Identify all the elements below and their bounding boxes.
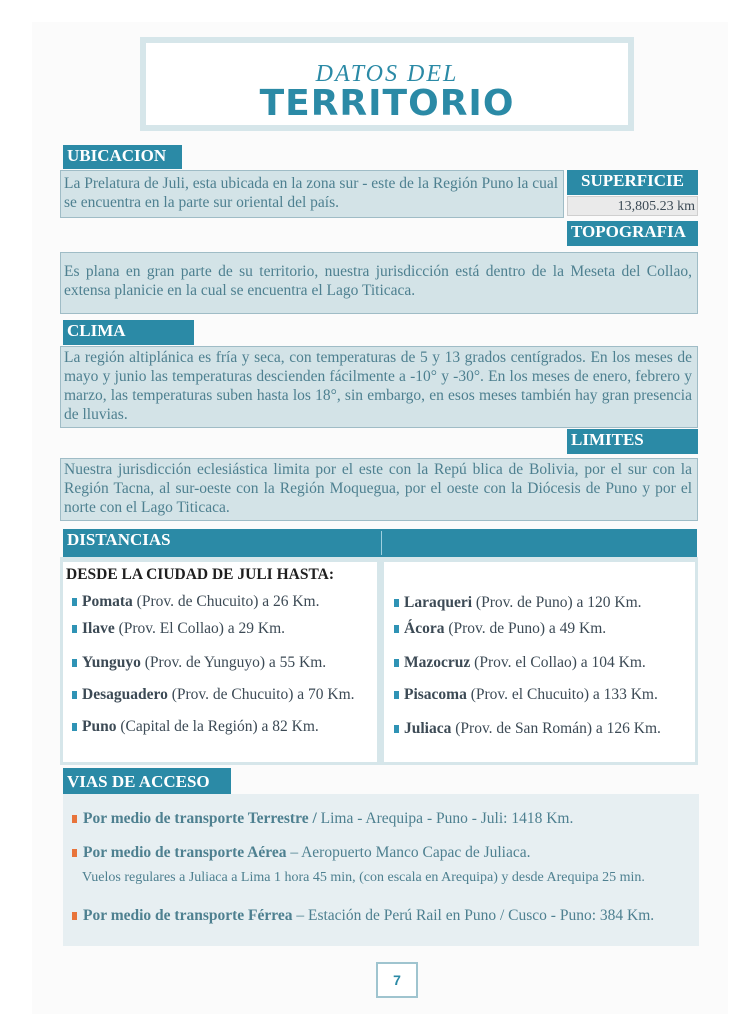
square-bullet-icon xyxy=(394,599,399,607)
clima-text: La región altiplánica es fría y seca, con temperaturas de 5 y 13 grados centígrados. En los meses de mayo y junio las temperaturas descienden fácilmente a -10° y -30°. En los meses de enero, febrero y marzo, las temperaturas suben hasta los 18°, sin embargo, en esos meses también hay gran presencia de lluvias. xyxy=(64,349,692,423)
via-ferrea: Por medio de transporte Férrea – Estación de Perú Rail en Puno / Cusco - Puno: 384 Km. xyxy=(72,906,672,925)
square-bullet-icon xyxy=(72,849,77,857)
title-box xyxy=(140,37,634,131)
topografia-text: Es plana en gran parte de su territorio, nuestra jurisdicción está dentro de la Meseta del Collao, extensa planicie en la cual se encuentra el Lago Titicaca. xyxy=(64,263,692,299)
via-aerea-vuelos: Vuelos regulares a Juliaca a Lima 1 hora 45 min, (con escala en Arequipa) y desde Arequipa 25 min. xyxy=(82,870,645,885)
superficie-value: 13,805.23 km xyxy=(617,199,695,214)
distance-item-juliaca: Juliaca (Prov. de San Román) a 126 Km. xyxy=(394,720,661,738)
square-bullet-icon xyxy=(72,691,77,699)
square-bullet-icon xyxy=(394,725,399,733)
square-bullet-icon xyxy=(72,815,77,823)
distance-item-yunguyo: Yunguyo (Prov. de Yunguyo) a 55 Km. xyxy=(72,654,326,672)
square-bullet-icon xyxy=(72,598,77,606)
square-bullet-icon xyxy=(72,659,77,667)
distancias-subtitle: DESDE LA CIUDAD DE JULI HASTA: xyxy=(66,566,334,583)
via-terrestre: Por medio de transporte Terrestre / Lima - Arequipa - Puno - Juli: 1418 Km. xyxy=(72,810,573,828)
distance-item-mazocruz: Mazocruz (Prov. el Collao) a 104 Km. xyxy=(394,654,646,672)
title-line1: DATOS DEL xyxy=(315,61,459,87)
limites-text: Nuestra jurisdicción eclesiástica limita por el este con la Repú blica de Bolivia, por el sur con la Región Tacna, al sur-oeste con la Región Moquegua, por el oeste con la Diócesis de Puno y por el norte con el Lago Titicaca. xyxy=(64,461,692,516)
ubicacion-header: UBICACION xyxy=(63,145,182,169)
limites-header: LIMITES xyxy=(567,429,698,454)
distance-item-puno: Puno (Capital de la Región) a 82 Km. xyxy=(72,718,319,736)
square-bullet-icon xyxy=(72,912,77,920)
square-bullet-icon xyxy=(72,723,77,731)
via-aerea: Por medio de transporte Aérea – Aeropuerto Manco Capac de Juliaca. xyxy=(72,844,531,862)
square-bullet-icon xyxy=(394,625,399,633)
square-bullet-icon xyxy=(72,625,77,633)
title-line2: TERRITORIO xyxy=(259,83,515,124)
distance-item-ilave: Ilave (Prov. El Collao) a 29 Km. xyxy=(72,620,285,638)
distance-item-pomata: Pomata (Prov. de Chucuito) a 26 Km. xyxy=(72,593,320,611)
clima-header: CLIMA xyxy=(63,320,194,345)
distance-item-laraqueri: Laraqueri (Prov. de Puno) a 120 Km. xyxy=(394,594,642,612)
distance-item-desaguadero: Desaguadero (Prov. de Chucuito) a 70 Km. xyxy=(72,686,355,704)
superficie-header: SUPERFICIE xyxy=(567,170,698,195)
vias-header: VIAS DE ACCESO xyxy=(63,768,231,795)
topografia-header: TOPOGRAFIA xyxy=(567,221,698,246)
square-bullet-icon xyxy=(394,659,399,667)
square-bullet-icon xyxy=(394,691,399,699)
page-number: 7 xyxy=(376,962,418,998)
distance-item-pisacoma: Pisacoma (Prov. el Chucuito) a 133 Km. xyxy=(394,686,658,704)
distance-item-acora: Ácora (Prov. de Puno) a 49 Km. xyxy=(394,620,606,638)
distancias-header-divider xyxy=(381,531,382,555)
distancias-header: DISTANCIAS xyxy=(63,529,697,557)
ubicacion-text: La Prelatura de Juli, esta ubicada en la zona sur - este de la Región Puno la cual se encuentra en la parte sur oriental del país. xyxy=(64,175,559,211)
